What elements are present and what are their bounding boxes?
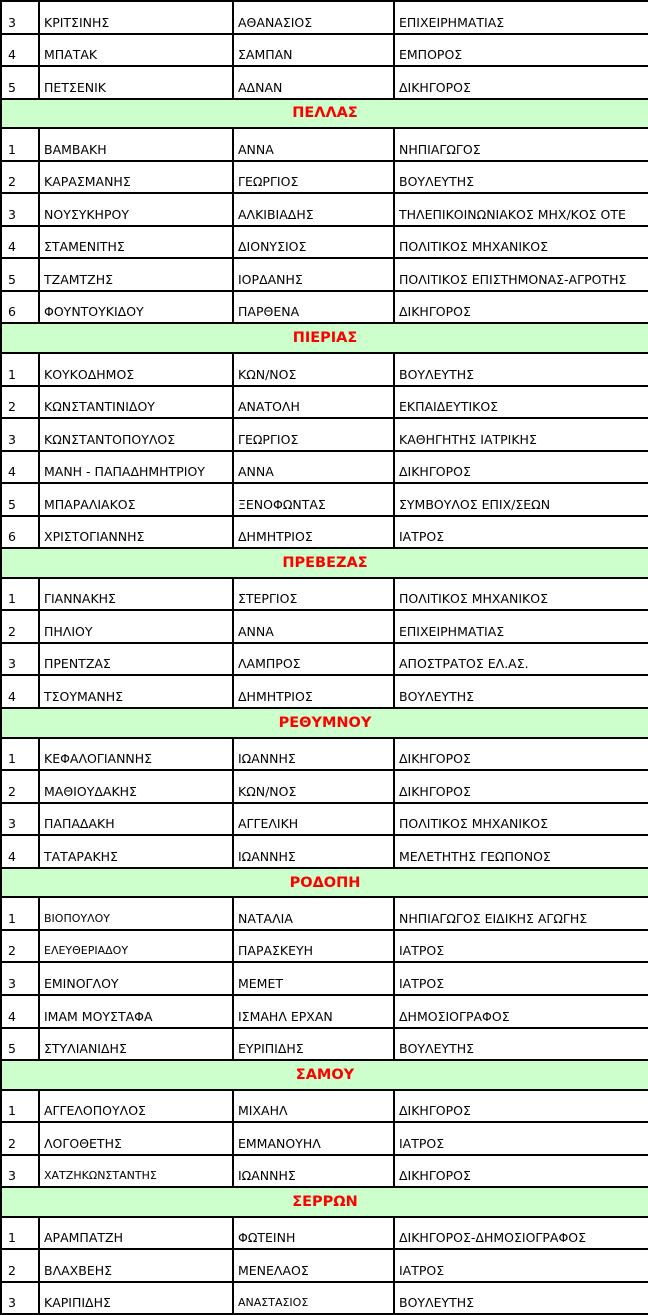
region-title: ΠΙΕΡΙΑΣ [1,323,648,353]
table-row [1,353,648,386]
surname-cell: ΙΜΑΜ ΜΟΥΣΤΑΦΑ [39,995,233,1028]
surname-cell: ΚΩΝΣΤΑΝΤΟΠΟΥΛΟΣ [39,418,233,451]
region-header-row [1,1060,648,1090]
first-name-cell: ΞΕΝΟΦΩΝΤΑΣ [233,483,394,516]
row-number-cell: 2 [1,386,39,419]
table-row [1,193,648,226]
first-name-cell: ΝΑΤΑΛΙΑ [233,897,394,930]
region-header-row [1,548,648,578]
row-number-cell: 2 [1,610,39,643]
row-number-cell: 2 [1,161,39,194]
first-name-cell: ΕΜΜΑΝΟΥΗΛ [233,1122,394,1155]
surname-cell: ΒΑΜΒΑΚΗ [39,128,233,161]
surname-cell: ΧΡΙΣΤΟΓΙΑΝΝΗΣ [39,516,233,549]
first-name-cell: ΜΕΝΕΛΑΟΣ [233,1249,394,1282]
region-title: ΠΡΕΒΕΖΑΣ [1,548,648,578]
table-row [1,835,648,868]
occupation-cell: ΚΑΘΗΓΗΤΗΣ ΙΑΤΡΙΚΗΣ [394,418,648,451]
row-number-cell: 3 [1,193,39,226]
first-name-cell: ΑΓΓΕΛΙΚΗ [233,803,394,836]
occupation-cell: ΔΙΚΗΓΟΡΟΣ [394,66,648,99]
first-name-cell: ΑΝΑΣΤΑΣΙΟΣ [233,1282,394,1315]
occupation-cell: ΔΙΚΗΓΟΡΟΣ-ΔΗΜΟΣΙΟΓΡΑΦΟΣ [394,1217,648,1250]
occupation-cell: ΙΑΤΡΟΣ [394,1122,648,1155]
surname-cell: ΓΙΑΝΝΑΚΗΣ [39,578,233,611]
row-number-cell: 4 [1,34,39,67]
row-number-cell: 2 [1,1249,39,1282]
occupation-cell: ΠΟΛΙΤΙΚΟΣ ΕΠΙΣΤΗΜΟΝΑΣ-ΑΓΡΟΤΗΣ [394,258,648,291]
occupation-cell: ΜΕΛΕΤΗΤΗΣ ΓΕΩΠΟΝΟΣ [394,835,648,868]
occupation-cell: ΔΙΚΗΓΟΡΟΣ [394,738,648,771]
first-name-cell: ΑΛΚΙΒΙΑΔΗΣ [233,193,394,226]
first-name-cell: ΛΑΜΠΡΟΣ [233,643,394,676]
surname-cell: ΝΟΥΣΥΚΗΡΟΥ [39,193,233,226]
first-name-cell: ΙΟΡΔΑΝΗΣ [233,258,394,291]
row-number-cell: 4 [1,995,39,1028]
occupation-cell: ΠΟΛΙΤΙΚΟΣ ΜΗΧΑΝΙΚΟΣ [394,803,648,836]
first-name-cell: ΠΑΡΘΕΝΑ [233,291,394,324]
surname-cell: ΚΕΦΑΛΟΓΙΑΝΝΗΣ [39,738,233,771]
row-number-cell: 5 [1,483,39,516]
row-number-cell: 4 [1,226,39,259]
table-row [1,1217,648,1250]
table-row [1,930,648,963]
occupation-cell: ΠΟΛΙΤΙΚΟΣ ΜΗΧΑΝΙΚΟΣ [394,578,648,611]
table-row [1,226,648,259]
occupation-cell: ΕΜΠΟΡΟΣ [394,34,648,67]
first-name-cell: ΑΝΝΑ [233,128,394,161]
table-row [1,738,648,771]
row-number-cell: 3 [1,1,39,34]
first-name-cell: ΙΩΑΝΝΗΣ [233,738,394,771]
region-header-row [1,99,648,129]
table-row [1,291,648,324]
occupation-cell: ΒΟΥΛΕΥΤΗΣ [394,675,648,708]
first-name-cell: ΜΕΜΕΤ [233,962,394,995]
table-row [1,578,648,611]
table-row [1,128,648,161]
table-row [1,34,648,67]
first-name-cell: ΙΩΑΝΝΗΣ [233,835,394,868]
surname-cell: ΠΗΛΙΟΥ [39,610,233,643]
occupation-cell: ΔΙΚΗΓΟΡΟΣ [394,451,648,484]
region-header-row [1,708,648,738]
surname-cell: ΤΖΑΜΤΖΗΣ [39,258,233,291]
row-number-cell: 3 [1,1282,39,1315]
table-row [1,451,648,484]
row-number-cell: 1 [1,353,39,386]
row-number-cell: 5 [1,258,39,291]
occupation-cell: ΔΙΚΗΓΟΡΟΣ [394,291,648,324]
occupation-cell: ΒΟΥΛΕΥΤΗΣ [394,1028,648,1061]
row-number-cell: 3 [1,418,39,451]
first-name-cell: ΣΑΜΠΑΝ [233,34,394,67]
surname-cell: ΠΕΤΣΕΝΙΚ [39,66,233,99]
table-row [1,610,648,643]
table-row [1,1028,648,1061]
table-row [1,803,648,836]
first-name-cell: ΙΣΜΑΗΛ ΕΡΧΑΝ [233,995,394,1028]
occupation-cell: ΝΗΠΙΑΓΩΓΟΣ [394,128,648,161]
surname-cell: ΚΑΡΙΠΙΔΗΣ [39,1282,233,1315]
table-row [1,66,648,99]
surname-cell: ΣΤΑΜΕΝΙΤΗΣ [39,226,233,259]
occupation-cell: ΤΗΛΕΠΙΚΟΙΝΩΝΙΑΚΟΣ ΜΗΧ/ΚΟΣ ΟΤΕ [394,193,648,226]
region-header-row [1,868,648,898]
occupation-cell: ΙΑΤΡΟΣ [394,962,648,995]
table-row [1,418,648,451]
row-number-cell: 2 [1,1122,39,1155]
surname-cell: ΠΑΠΑΔΑΚΗ [39,803,233,836]
table-row [1,1249,648,1282]
row-number-cell: 3 [1,1155,39,1188]
table-row [1,386,648,419]
table-row [1,258,648,291]
first-name-cell: ΑΝΝΑ [233,610,394,643]
row-number-cell: 6 [1,291,39,324]
row-number-cell: 3 [1,643,39,676]
surname-cell: ΜΑΝΗ - ΠΑΠΑΔΗΜΗΤΡΙΟΥ [39,451,233,484]
surname-cell: ΦΟΥΝΤΟΥΚΙΔΟΥ [39,291,233,324]
surname-cell: ΕΛΕΥΘΕΡΙΑΔΟΥ [39,930,233,963]
surname-cell: ΚΩΝΣΤΑΝΤΙΝΙΔΟΥ [39,386,233,419]
row-number-cell: 3 [1,962,39,995]
row-number-cell: 4 [1,835,39,868]
occupation-cell: ΝΗΠΙΑΓΩΓΟΣ ΕΙΔΙΚΗΣ ΑΓΩΓΗΣ [394,897,648,930]
occupation-cell: ΑΠΟΣΤΡΑΤΟΣ ΕΛ.ΑΣ. [394,643,648,676]
region-header-row [1,323,648,353]
first-name-cell: ΓΕΩΡΓΙΟΣ [233,418,394,451]
surname-cell: ΣΤΥΛΙΑΝΙΔΗΣ [39,1028,233,1061]
row-number-cell: 4 [1,451,39,484]
table-row [1,161,648,194]
occupation-cell: ΔΙΚΗΓΟΡΟΣ [394,770,648,803]
occupation-cell: ΠΟΛΙΤΙΚΟΣ ΜΗΧΑΝΙΚΟΣ [394,226,648,259]
surname-cell: ΕΜΙΝΟΓΛΟΥ [39,962,233,995]
first-name-cell: ΜΙΧΑΗΛ [233,1090,394,1123]
table-row [1,516,648,549]
row-number-cell: 4 [1,675,39,708]
table-row [1,1090,648,1123]
surname-cell: ΜΠΑΤΑΚ [39,34,233,67]
surname-cell: ΛΟΓΟΘΕΤΗΣ [39,1122,233,1155]
region-title: ΡΕΘΥΜΝΟΥ [1,708,648,738]
first-name-cell: ΣΤΕΡΓΙΟΣ [233,578,394,611]
candidates-table-body [1,1,648,1314]
row-number-cell: 6 [1,516,39,549]
table-row [1,1,648,34]
region-title: ΣΕΡΡΩΝ [1,1187,648,1217]
occupation-cell: ΕΚΠΑΙΔΕΥΤΙΚΟΣ [394,386,648,419]
surname-cell: ΤΣΟΥΜΑΝΗΣ [39,675,233,708]
first-name-cell: ΠΑΡΑΣΚΕΥΗ [233,930,394,963]
first-name-cell: ΔΗΜΗΤΡΙΟΣ [233,516,394,549]
row-number-cell: 1 [1,128,39,161]
first-name-cell: ΕΥΡΙΠΙΔΗΣ [233,1028,394,1061]
surname-cell: ΒΙΟΠΟΥΛΟΥ [39,897,233,930]
first-name-cell: ΦΩΤΕΙΝΗ [233,1217,394,1250]
table-row [1,770,648,803]
row-number-cell: 3 [1,803,39,836]
occupation-cell: ΔΙΚΗΓΟΡΟΣ [394,1090,648,1123]
first-name-cell: ΙΩΑΝΝΗΣ [233,1155,394,1188]
surname-cell: ΑΡΑΜΠΑΤΖΗ [39,1217,233,1250]
surname-cell: ΒΛΑΧΒΕΗΣ [39,1249,233,1282]
row-number-cell: 1 [1,1217,39,1250]
surname-cell: ΠΡΕΝΤΖΑΣ [39,643,233,676]
occupation-cell: ΙΑΤΡΟΣ [394,516,648,549]
table-row [1,643,648,676]
first-name-cell: ΑΝΝΑ [233,451,394,484]
table-row [1,897,648,930]
region-title: ΡΟΔΟΠΗ [1,868,648,898]
row-number-cell: 2 [1,770,39,803]
row-number-cell: 5 [1,1028,39,1061]
first-name-cell: ΑΘΑΝΑΣΙΟΣ [233,1,394,34]
table-row [1,1122,648,1155]
region-title: ΠΕΛΛΑΣ [1,99,648,129]
table-row [1,995,648,1028]
occupation-cell: ΙΑΤΡΟΣ [394,930,648,963]
region-header-row [1,1187,648,1217]
occupation-cell: ΔΗΜΟΣΙΟΓΡΑΦΟΣ [394,995,648,1028]
occupation-cell: ΕΠΙΧΕΙΡΗΜΑΤΙΑΣ [394,610,648,643]
occupation-cell: ΕΠΙΧΕΙΡΗΜΑΤΙΑΣ [394,1,648,34]
first-name-cell: ΑΔΝΑΝ [233,66,394,99]
table-row [1,1155,648,1188]
table-row [1,675,648,708]
table-row [1,1282,648,1315]
surname-cell: ΜΑΘΙΟΥΔΑΚΗΣ [39,770,233,803]
row-number-cell: 1 [1,897,39,930]
row-number-cell: 1 [1,738,39,771]
surname-cell: ΤΑΤΑΡΑΚΗΣ [39,835,233,868]
table-row [1,962,648,995]
table-row [1,483,648,516]
occupation-cell: ΒΟΥΛΕΥΤΗΣ [394,1282,648,1315]
first-name-cell: ΚΩΝ/ΝΟΣ [233,353,394,386]
first-name-cell: ΔΙΟΝΥΣΙΟΣ [233,226,394,259]
surname-cell: ΧΑΤΖΗΚΩΝΣΤΑΝΤΗΣ [39,1155,233,1188]
occupation-cell: ΔΙΚΗΓΟΡΟΣ [394,1155,648,1188]
first-name-cell: ΚΩΝ/ΝΟΣ [233,770,394,803]
occupation-cell: ΣΥΜΒΟΥΛΟΣ ΕΠΙΧ/ΣΕΩΝ [394,483,648,516]
occupation-cell: ΙΑΤΡΟΣ [394,1249,648,1282]
first-name-cell: ΓΕΩΡΓΙΟΣ [233,161,394,194]
surname-cell: ΜΠΑΡΑΛΙΑΚΟΣ [39,483,233,516]
surname-cell: ΑΓΓΕΛΟΠΟΥΛΟΣ [39,1090,233,1123]
row-number-cell: 1 [1,578,39,611]
first-name-cell: ΔΗΜΗΤΡΙΟΣ [233,675,394,708]
occupation-cell: ΒΟΥΛΕΥΤΗΣ [394,353,648,386]
region-title: ΣΑΜΟΥ [1,1060,648,1090]
row-number-cell: 1 [1,1090,39,1123]
surname-cell: ΚΑΡΑΣΜΑΝΗΣ [39,161,233,194]
occupation-cell: ΒΟΥΛΕΥΤΗΣ [394,161,648,194]
row-number-cell: 5 [1,66,39,99]
first-name-cell: ΑΝΑΤΟΛΗ [233,386,394,419]
surname-cell: ΚΟΥΚΟΔΗΜΟΣ [39,353,233,386]
surname-cell: ΚΡΙΤΣΙΝΗΣ [39,1,233,34]
row-number-cell: 2 [1,930,39,963]
